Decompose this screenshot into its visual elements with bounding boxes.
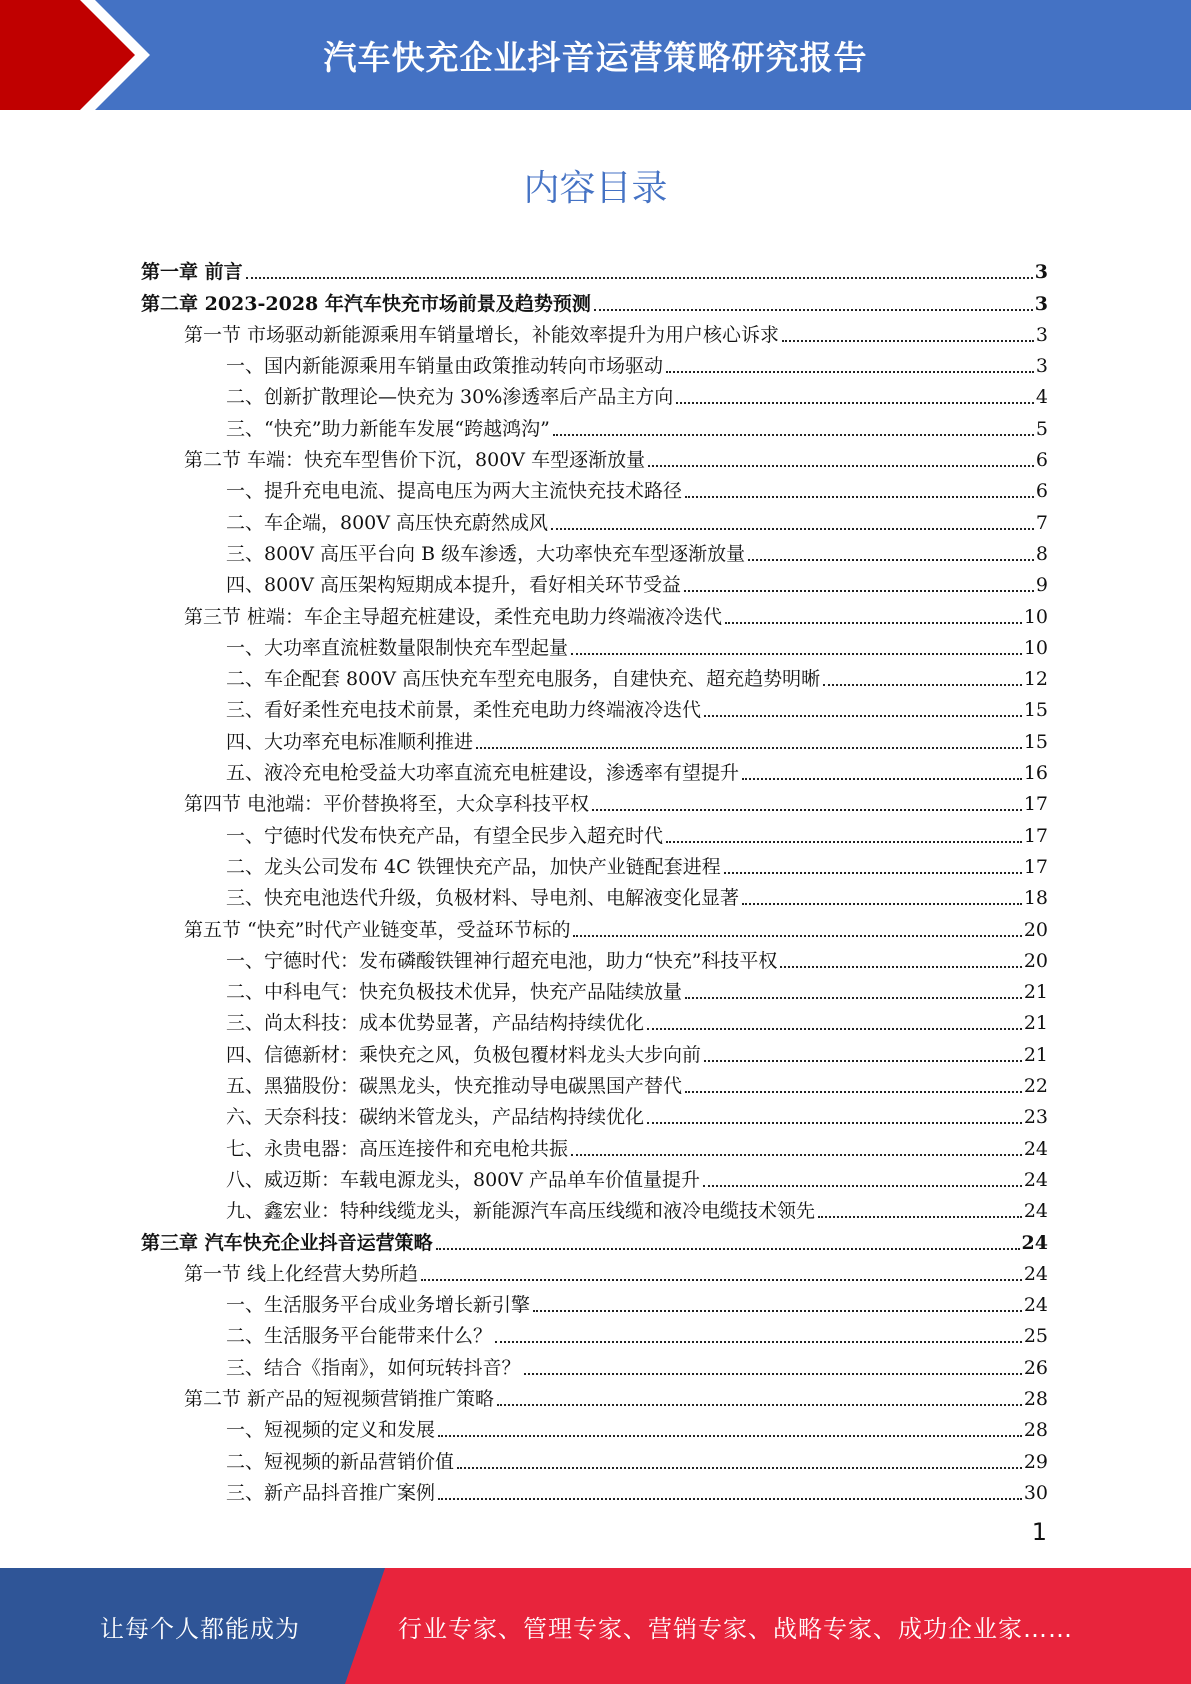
toc-entry[interactable] [141, 1255, 1048, 1286]
toc-entry-title: 二、车企配套 800V 高压快充车型充电服务，自建快充、超充趋势明晰 [226, 668, 821, 691]
toc-entry-page: 6 [1035, 449, 1048, 472]
dot-leader [704, 1060, 1022, 1062]
toc-entry-title: 九、鑫宏业：特种线缆龙头，新能源汽车高压线缆和液冷电缆技术领先 [226, 1200, 816, 1223]
toc-entry-title: 一、宁德时代发布快充产品，有望全民步入超充时代 [226, 824, 664, 847]
toc-entry-title: 五、液冷充电枪受益大功率直流充电桩建设，渗透率有望提升 [226, 762, 740, 785]
toc-entry[interactable] [141, 1067, 1048, 1098]
toc-entry[interactable] [141, 1442, 1048, 1473]
toc-entry-title: 六、天奈科技：碳纳米管龙头，产品结构持续优化 [226, 1106, 645, 1129]
toc-entry-title: 一、生活服务平台成业务增长新引擎 [226, 1294, 531, 1317]
toc-entry-page: 24 [1021, 1231, 1048, 1254]
toc-entry-title: 八、威迈斯：车载电源龙头，800V 产品单车价值量提升 [226, 1168, 701, 1191]
dot-leader [647, 1028, 1022, 1030]
toc-entry[interactable] [141, 942, 1048, 973]
toc-entry-page: 24 [1023, 1200, 1048, 1223]
toc-entry-page: 24 [1023, 1168, 1048, 1191]
toc-entry-page: 28 [1023, 1419, 1048, 1442]
toc-entry-title: 第四节 电池端：平价替换将至，大众享科技平权 [184, 793, 590, 816]
toc-entry[interactable] [141, 754, 1048, 785]
toc-entry[interactable] [141, 535, 1048, 566]
toc-entry-title: 一、大功率直流桩数量限制快充车型起量 [226, 636, 569, 659]
dot-leader [553, 434, 1034, 436]
toc-entry-title: 三、尚太科技：成本优势显著，产品结构持续优化 [226, 1012, 645, 1035]
toc-entry-title: 一、短视频的定义和发展 [226, 1419, 436, 1442]
toc-entry-title: 四、大功率充电标准顺利推进 [226, 730, 474, 753]
toc-entry-page: 17 [1023, 824, 1048, 847]
toc-entry[interactable] [141, 347, 1048, 378]
toc-entry[interactable] [141, 660, 1048, 691]
toc-entry[interactable] [141, 1161, 1048, 1192]
toc-entry[interactable] [141, 1129, 1048, 1160]
dot-leader [782, 340, 1034, 342]
toc-entry[interactable] [141, 1348, 1048, 1379]
toc-entry-title: 第二节 新产品的短视频营销推广策略 [184, 1387, 495, 1410]
header-banner [0, 0, 1191, 110]
dot-leader [457, 1467, 1022, 1469]
toc-entry[interactable] [141, 1474, 1048, 1505]
toc-entry[interactable] [141, 1035, 1048, 1066]
toc-entry-title: 二、龙头公司发布 4C 铁锂快充产品，加快产业链配套进程 [226, 855, 721, 878]
toc-entry-page: 9 [1035, 574, 1048, 597]
dot-leader [818, 1216, 1022, 1218]
toc-entry-page: 3 [1035, 355, 1048, 378]
dot-leader [704, 715, 1022, 717]
toc-entry-page: 10 [1023, 636, 1048, 659]
toc-entry[interactable] [141, 503, 1048, 534]
toc-entry-page: 24 [1023, 1294, 1048, 1317]
toc-heading: 内容目录 [523, 168, 668, 209]
toc-entry-page: 28 [1023, 1387, 1048, 1410]
dot-leader [436, 1248, 1020, 1250]
toc-entry-title: 三、新产品抖音推广案例 [226, 1481, 436, 1504]
page-number: 1 [1031, 1518, 1047, 1546]
toc-entry[interactable] [141, 378, 1048, 409]
toc-entry-title: 三、800V 高压平台向 B 级车渗透，大功率快充车型逐渐放量 [226, 542, 746, 565]
toc-entry[interactable] [141, 1192, 1048, 1223]
toc-entry-title: 三、结合《指南》，如何玩转抖音？ [226, 1356, 521, 1379]
dot-leader [748, 559, 1034, 561]
toc-entry-page: 8 [1035, 542, 1048, 565]
dot-leader [592, 809, 1022, 811]
dot-leader [573, 935, 1021, 937]
dot-leader [438, 1498, 1022, 1500]
toc-entry-title: 一、提升充电电流、提高电压为两大主流快充技术路径 [226, 480, 683, 503]
toc-entry[interactable] [141, 1411, 1048, 1442]
dot-leader [666, 841, 1022, 843]
dot-leader [421, 1279, 1022, 1281]
toc-entry[interactable] [141, 284, 1048, 315]
toc-entry-page: 5 [1035, 417, 1048, 440]
dot-leader [551, 528, 1034, 530]
toc-entry[interactable] [141, 722, 1048, 753]
toc-entry[interactable] [141, 691, 1048, 722]
dot-leader [684, 590, 1034, 592]
toc-entry-title: 三、快充电池迭代升级，负极材料、导电剂、电解液变化显著 [226, 887, 740, 910]
toc-entry-title: 二、生活服务平台能带来什么？ [226, 1325, 493, 1348]
toc-entry[interactable] [141, 566, 1048, 597]
dot-leader [823, 684, 1022, 686]
toc-entry-page: 26 [1023, 1356, 1048, 1379]
toc-entry-title: 一、国内新能源乘用车销量由政策推动转向市场驱动 [226, 355, 664, 378]
toc-entry[interactable] [141, 1317, 1048, 1348]
toc-entry-page: 17 [1023, 855, 1048, 878]
toc-entry-page: 7 [1035, 511, 1048, 534]
toc-entry-title: 三、看好柔性充电技术前景，柔性充电助力终端液冷迭代 [226, 699, 702, 722]
toc-entry-page: 10 [1023, 605, 1048, 628]
toc-entry-title: 四、信德新材：乘快充之风，负极包覆材料龙头大步向前 [226, 1043, 702, 1066]
toc-entry-page: 3 [1034, 292, 1048, 315]
dot-leader [594, 309, 1033, 311]
dot-leader [666, 371, 1034, 373]
toc-entry[interactable] [141, 629, 1048, 660]
toc-entry-page: 24 [1023, 1262, 1048, 1285]
toc-entry-title: 二、短视频的新品营销价值 [226, 1450, 455, 1473]
toc-entry-page: 21 [1023, 981, 1048, 1004]
toc-entry[interactable] [141, 973, 1048, 1004]
dot-leader [495, 1341, 1022, 1343]
toc-entry[interactable] [141, 816, 1048, 847]
toc-entry-page: 20 [1023, 918, 1048, 941]
toc-entry-title: 第五节 “快充”时代产业链变革，受益环节标的 [184, 918, 571, 941]
toc-entry-page: 23 [1023, 1106, 1048, 1129]
toc-entry-page: 15 [1023, 730, 1048, 753]
dot-leader [533, 1310, 1022, 1312]
dot-leader [647, 1122, 1022, 1124]
dot-leader [648, 465, 1034, 467]
dot-leader [725, 622, 1022, 624]
report-title: 汽车快充企业抖音运营策略研究报告 [323, 37, 868, 77]
toc-entry[interactable] [141, 848, 1048, 879]
toc-entry-title: 第三章 汽车快充企业抖音运营策略 [141, 1231, 433, 1254]
footer-slogan-left: 让每个人都能成为 [100, 1614, 300, 1643]
dot-leader [742, 778, 1022, 780]
toc-entry-page: 16 [1023, 762, 1048, 785]
toc-entry-page: 6 [1035, 480, 1048, 503]
toc-entry-title: 七、永贵电器：高压连接件和充电枪共振 [226, 1137, 569, 1160]
dot-leader [246, 277, 1033, 279]
dot-leader [724, 872, 1022, 874]
toc-entry[interactable] [141, 597, 1048, 628]
dot-leader [438, 1435, 1022, 1437]
dot-leader [676, 402, 1034, 404]
dot-leader [780, 966, 1021, 968]
toc-entry-title: 二、车企端，800V 高压快充蔚然成风 [226, 511, 549, 534]
toc-entry[interactable] [141, 785, 1048, 816]
dot-leader [524, 1373, 1022, 1375]
toc-entry-page: 30 [1023, 1481, 1048, 1504]
toc-entry-title: 第一章 前言 [141, 261, 243, 284]
toc-entry-title: 第二章 2023-2028 年汽车快充市场前景及趋势预测 [141, 292, 591, 315]
toc-entry-title: 五、黑猫股份：碳黑龙头，快充推动导电碳黑国产替代 [226, 1075, 683, 1098]
dot-leader [571, 1154, 1022, 1156]
toc-entry-page: 25 [1023, 1325, 1048, 1348]
toc-entry-title: 第二节 车端：快充车型售价下沉，800V 车型逐渐放量 [184, 449, 646, 472]
toc-entry-page: 4 [1035, 386, 1048, 409]
toc-entry-page: 18 [1023, 887, 1048, 910]
toc-entry-title: 第一节 市场驱动新能源乘用车销量增长，补能效率提升为用户核心诉求 [184, 323, 780, 346]
toc-entry-page: 24 [1023, 1137, 1048, 1160]
toc-entry[interactable] [141, 879, 1048, 910]
dot-leader [742, 903, 1022, 905]
toc-entry[interactable] [141, 1380, 1048, 1411]
toc-entry-title: 第三节 桩端：车企主导超充桩建设，柔性充电助力终端液冷迭代 [184, 605, 723, 628]
toc-entry-title: 二、创新扩散理论—快充为 30%渗透率后产品主方向 [226, 386, 674, 409]
toc-entry-page: 3 [1034, 261, 1048, 284]
dot-leader [476, 747, 1022, 749]
toc-entry-page: 20 [1023, 949, 1048, 972]
toc-entry-title: 第一节 线上化经营大势所趋 [184, 1262, 419, 1285]
dot-leader [685, 496, 1034, 498]
toc-entry-page: 15 [1023, 699, 1048, 722]
toc-entry-page: 22 [1023, 1075, 1048, 1098]
toc-entry-title: 一、宁德时代：发布磷酸铁锂神行超充电池，助力“快充”科技平权 [226, 949, 778, 972]
toc-entry-page: 17 [1023, 793, 1048, 816]
dot-leader [685, 997, 1022, 999]
red-chevron-decoration [0, 0, 180, 110]
toc-entry-title: 四、800V 高压架构短期成本提升，看好相关环节受益 [226, 574, 682, 597]
toc-entry-page: 21 [1023, 1012, 1048, 1035]
dot-leader [685, 1091, 1022, 1093]
dot-leader [571, 653, 1022, 655]
toc-entry-page: 3 [1035, 323, 1048, 346]
toc-entry[interactable] [141, 472, 1048, 503]
toc-entry[interactable] [141, 441, 1048, 472]
toc-entry[interactable] [141, 409, 1048, 440]
toc-entry[interactable] [141, 1098, 1048, 1129]
toc-entry[interactable] [141, 253, 1048, 284]
toc-entry-page: 12 [1023, 668, 1048, 691]
dot-leader [497, 1404, 1022, 1406]
dot-leader [703, 1185, 1022, 1187]
footer-banner [0, 1568, 1191, 1684]
table-of-contents [141, 253, 1048, 1505]
toc-entry[interactable] [141, 910, 1048, 941]
toc-entry-title: 二、中科电气：快充负极技术优异，快充产品陆续放量 [226, 981, 683, 1004]
toc-entry-page: 21 [1023, 1043, 1048, 1066]
footer-slogan-right: 行业专家、管理专家、营销专家、战略专家、成功企业家…… [398, 1614, 1073, 1643]
toc-entry[interactable] [141, 1004, 1048, 1035]
toc-entry[interactable] [141, 1286, 1048, 1317]
toc-entry[interactable] [141, 316, 1048, 347]
toc-entry[interactable] [141, 1223, 1048, 1254]
toc-entry-page: 29 [1023, 1450, 1048, 1473]
toc-entry-title: 三、“快充”助力新能车发展“跨越鸿沟” [226, 417, 550, 440]
